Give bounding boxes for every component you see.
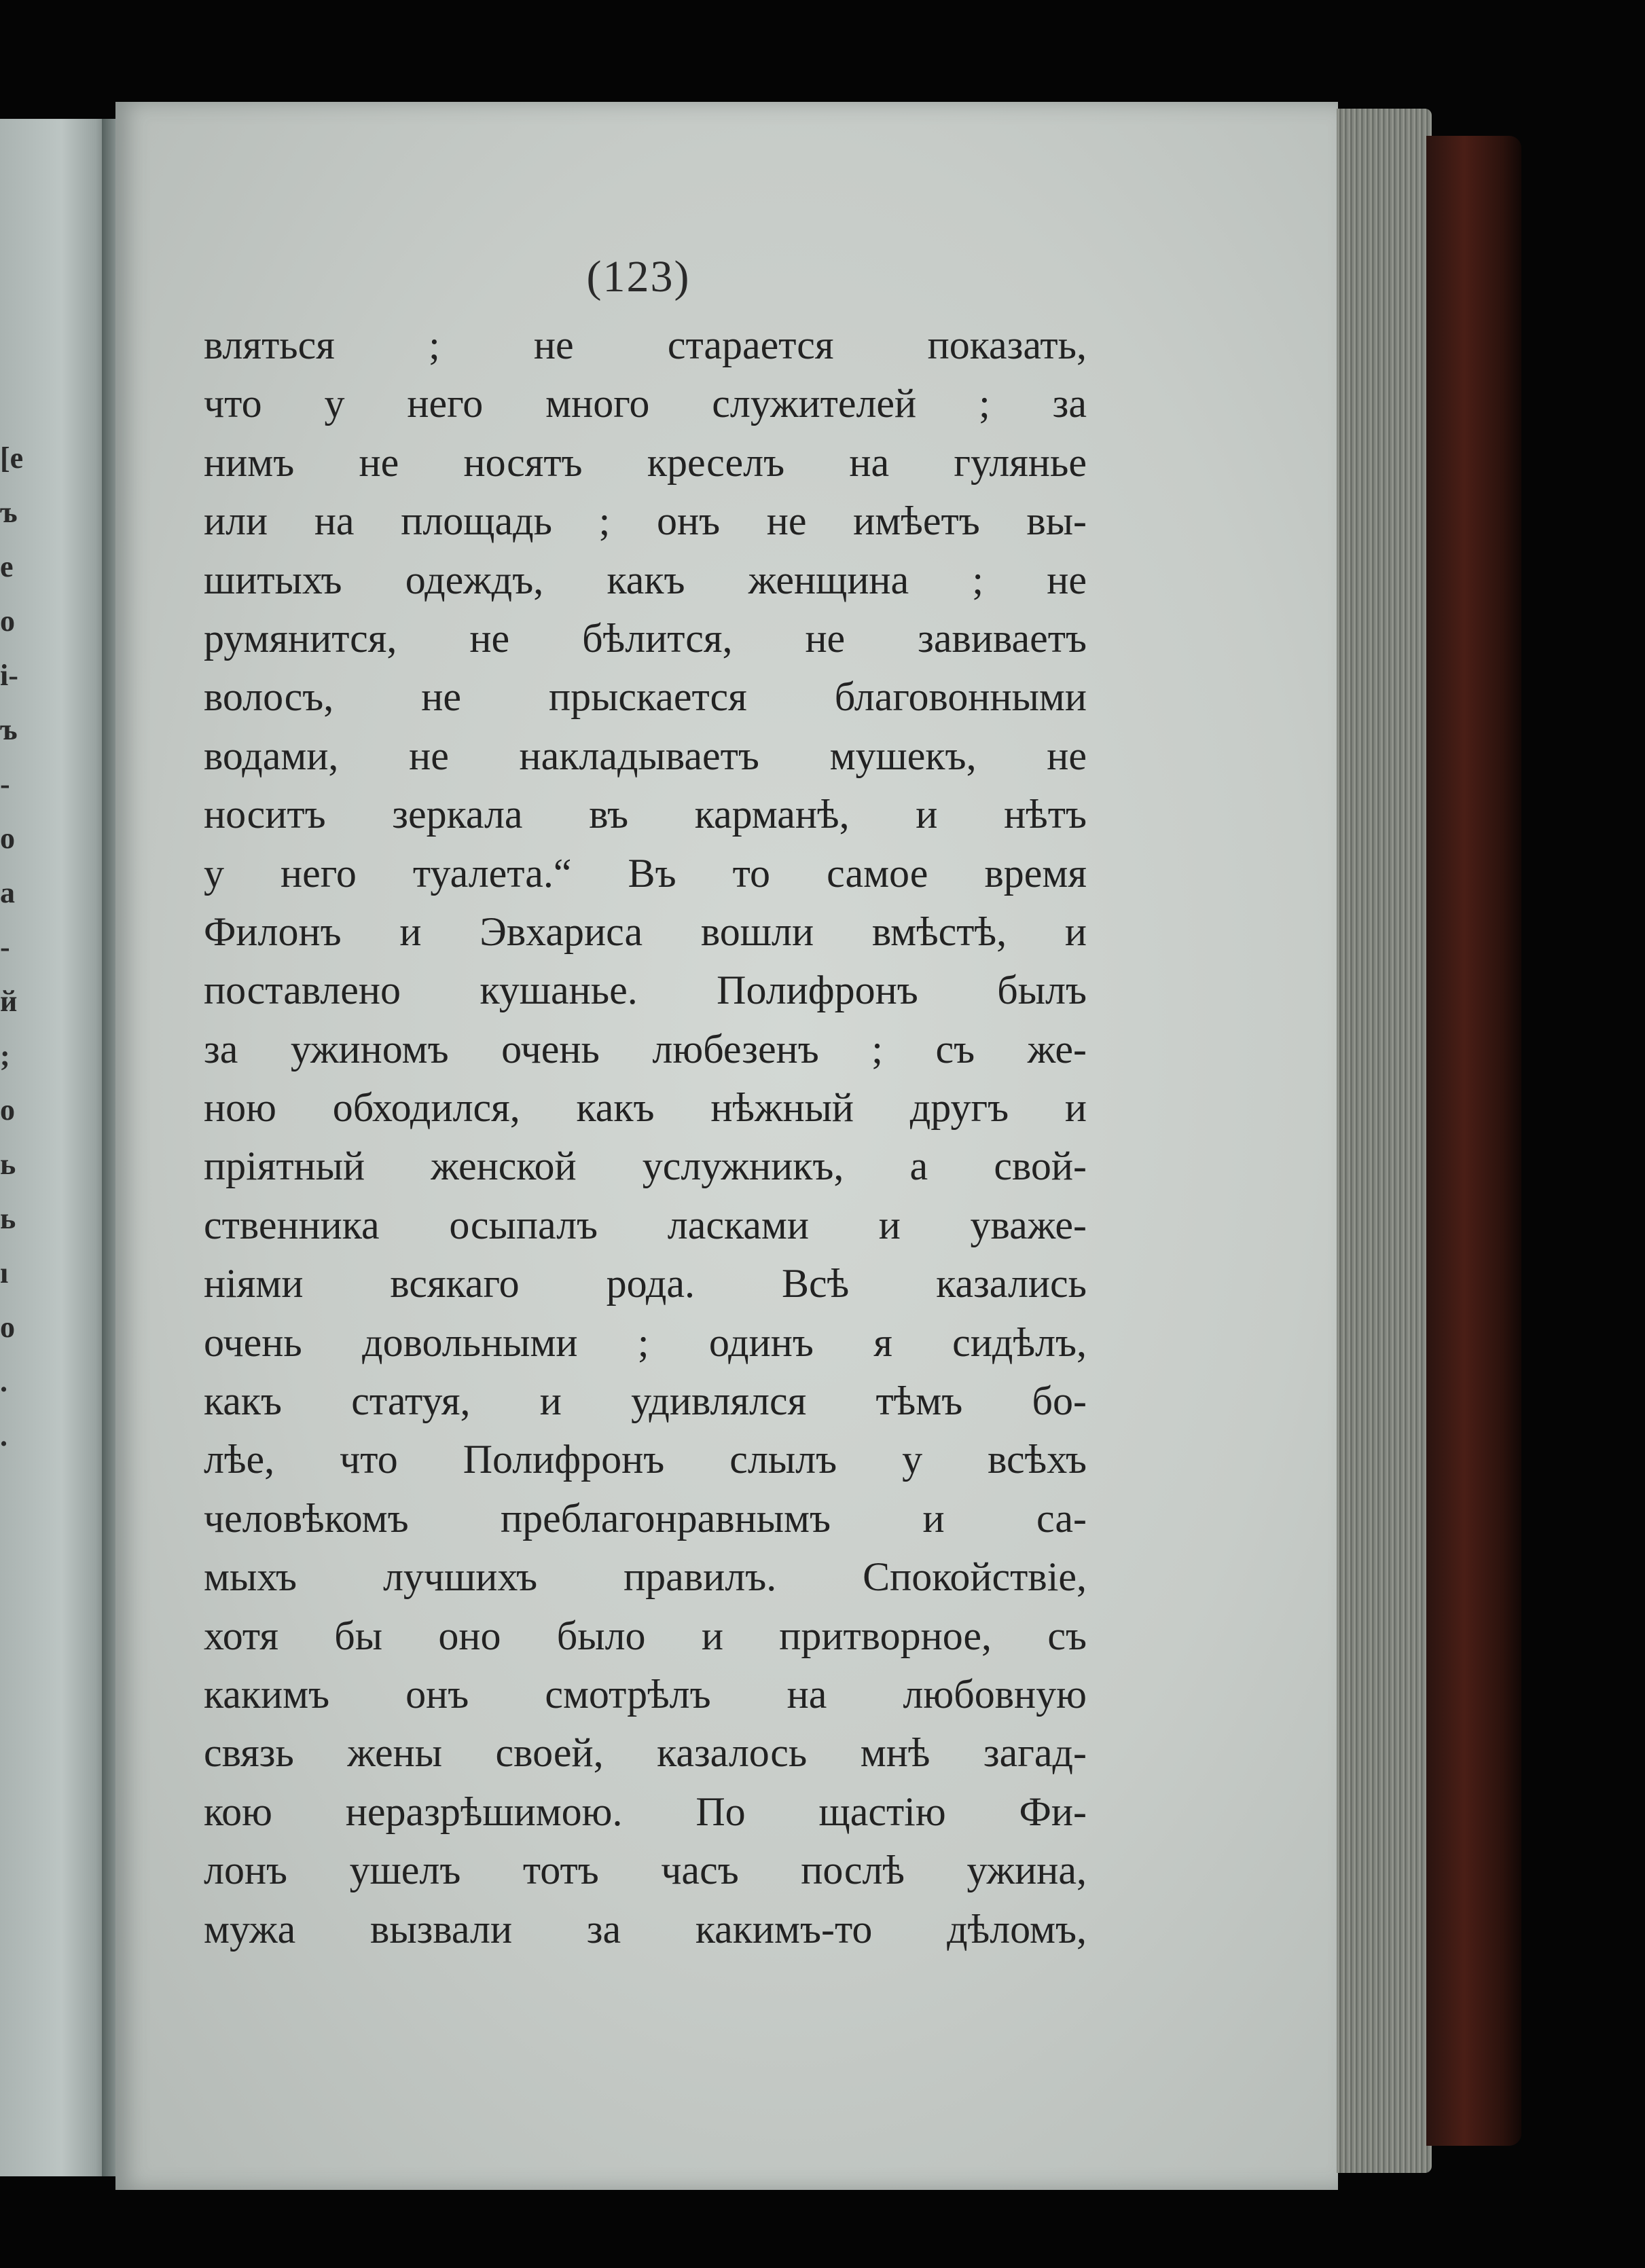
edge-letter: ъ [0,713,18,746]
text-line: ною обходился, какъ нѣжный другъ и [204,1085,1087,1131]
text-line: носитъ зеркала въ карманѣ, и нѣтъ [204,792,1087,837]
text-line: мужа вызвали за какимъ-то дѣломъ, [204,1906,1087,1952]
edge-letter: . [0,1419,7,1452]
edge-letter: о [0,604,15,638]
edge-letter: а [0,876,15,909]
text-line: какимъ онъ смотрѣлъ на любовную [204,1671,1087,1717]
text-line: что у него много служителей ; за [204,381,1087,426]
text-line: очень довольными ; одинъ я сидѣлъ, [204,1319,1087,1365]
text-line: пріятный женской услужникъ, а свой- [204,1144,1087,1189]
edge-letter: - [0,767,10,801]
text-line: связь жены своей, казалось мнѣ загад- [204,1730,1087,1776]
text-line: вляться ; не старается показать, [204,323,1087,367]
page-number: (123) [586,252,691,301]
text-line: ніями всякаго рода. Всѣ казались [204,1261,1087,1306]
edge-letter: ı [0,1256,9,1290]
edge-letter: ; [0,1039,10,1072]
edge-letter: - [0,930,10,964]
text-line: шитыхъ одеждъ, какъ женщина ; не [204,557,1087,602]
page-text [204,316,1087,1958]
edge-letter: й [0,985,18,1018]
text-line: какъ статуя, и удивлялся тѣмъ бо- [204,1378,1087,1424]
text-line: лонъ ушелъ тотъ часъ послѣ ужина, [204,1848,1087,1893]
text-line: хотя бы оно было и притворное, съ [204,1613,1087,1658]
text-line: или на площадь ; онъ не имѣетъ вы- [204,498,1087,544]
text-line: водами, не накладываетъ мушекъ, не [204,733,1087,778]
left-page-cut-off-text [0,431,27,1463]
text-line: Филонъ и Эвхариса вошли вмѣстѣ, и [204,909,1087,954]
text-line: лѣе, что Полифронъ слылъ у всѣхъ [204,1437,1087,1482]
edge-letter: ь [0,1148,16,1181]
edge-letter: о [0,1093,15,1127]
text-line: поставлено кушанье. Полифронъ былъ [204,968,1087,1013]
edge-letter: і- [0,659,18,692]
page-stack-edge [1337,109,1432,2173]
edge-letter: [e [0,441,24,475]
text-line: у него туалета.“ Въ то самое время [204,850,1087,896]
edge-letter: о [0,1311,15,1344]
edge-letter: ь [0,1202,16,1235]
text-line: нимъ не носятъ креселъ на гулянье [204,439,1087,485]
text-line: ственника осыпалъ ласками и уваже- [204,1202,1087,1247]
text-line: человѣкомъ преблагонравнымъ и са- [204,1495,1087,1541]
edge-letter: . [0,1365,7,1398]
book-cover [1426,136,1521,2146]
edge-letter: ъ [0,496,18,529]
text-line: кою неразрѣшимою. По щастію Фи- [204,1789,1087,1834]
edge-letter: е [0,550,14,583]
text-line: мыхъ лучшихъ правилъ. Спокойствіе, [204,1554,1087,1600]
edge-letter: о [0,822,15,855]
text-line: за ужиномъ очень любезенъ ; съ же- [204,1026,1087,1072]
text-line: румянится, не бѣлится, не завиваетъ [204,615,1087,661]
left-page-edge [0,119,112,2176]
text-line: волосъ, не прыскается благовонными [204,674,1087,720]
